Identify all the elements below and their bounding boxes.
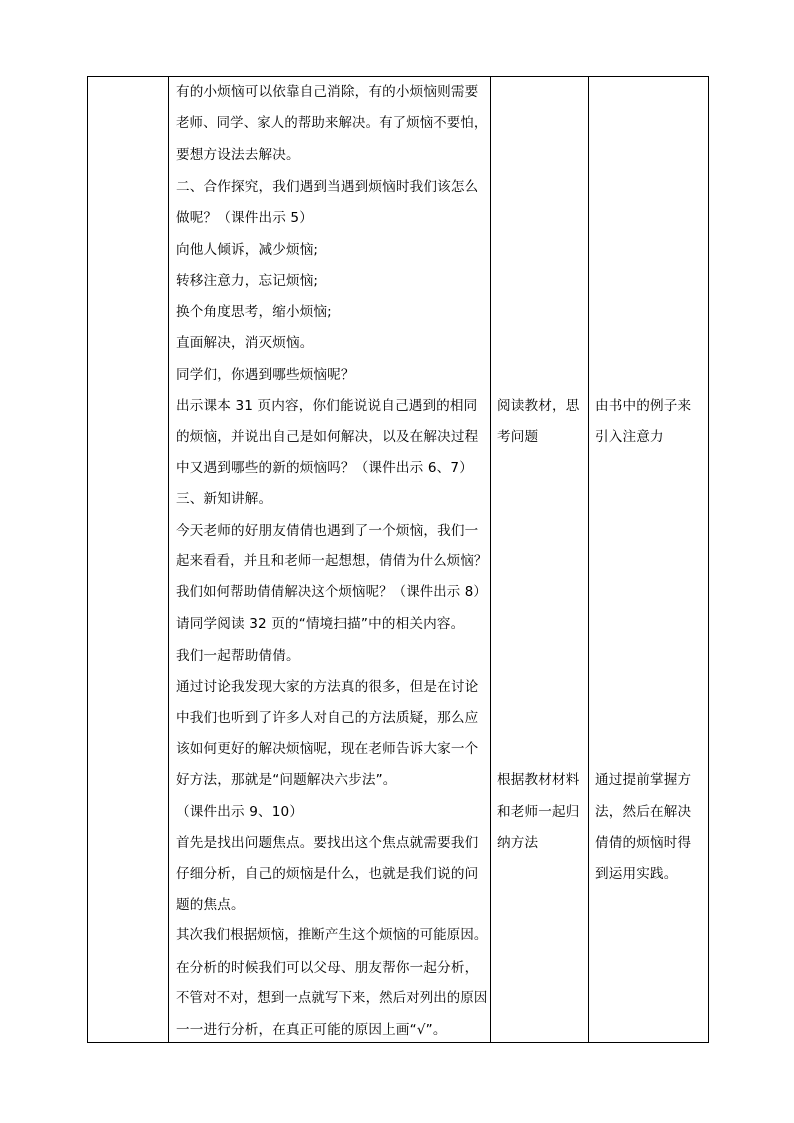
student-activity-line: 和老师一起归 xyxy=(497,804,580,820)
design-intent-line: 通过提前掌握方 xyxy=(595,772,692,788)
text-line: 起来看看，并且和老师一起想想，倩倩为什么烦恼？ xyxy=(176,554,488,569)
teacher-activity-content xyxy=(169,77,490,1042)
text-line: 请同学阅读 32 页的“情境扫描”中的相关内容。 xyxy=(176,616,465,632)
text-line: 中我们也听到了许多人对自己的方法质疑，那么应 xyxy=(176,710,479,726)
text-line: 仔细分析，自己的烦恼是什么，也就是我们说的问 xyxy=(176,866,479,882)
text-line: 今天老师的好朋友倩倩也遇到了一个烦恼，我们一 xyxy=(176,523,479,539)
student-activity-line: 阅读教材，思 xyxy=(497,398,580,414)
text-line: 我们一起帮助倩倩。 xyxy=(176,648,300,664)
design-intent-content xyxy=(589,77,708,1042)
text-line: 换个角度思考，缩小烦恼; xyxy=(176,304,332,320)
text-line: 直面解决，消灭烦恼。 xyxy=(176,335,314,351)
design-intent-line: 由书中的例子来 xyxy=(595,398,692,414)
text-line: 其次我们根据烦恼，推断产生这个烦恼的可能原因。 xyxy=(176,928,488,943)
text-line: 三、新知讲解。 xyxy=(176,491,273,507)
text-line: 一一进行分析，在真正可能的原因上画“√”。 xyxy=(176,1022,447,1038)
student-activity-content xyxy=(491,77,588,1042)
design-intent-line: 引入注意力 xyxy=(595,429,664,445)
stage-cell xyxy=(88,77,169,1043)
text-line: 首先是找出问题焦点。要找出这个焦点就需要我们 xyxy=(176,835,479,851)
design-intent-cell xyxy=(589,77,709,1043)
text-line: 题的焦点。 xyxy=(176,897,245,913)
text-line: 老师、同学、家人的帮助来解决。有了烦恼不要怕， xyxy=(176,116,488,131)
student-activity-line: 根据教材材料 xyxy=(497,772,580,788)
text-line: 做呢？（课件出示 5） xyxy=(176,210,313,226)
student-activity-cell xyxy=(491,77,589,1043)
student-activity-line: 纳方法 xyxy=(497,835,539,851)
text-line: 不管对不对，想到一点就写下来，然后对列出的原因 xyxy=(176,991,488,1006)
teacher-activity-cell xyxy=(169,77,491,1043)
text-line: 通过讨论我发现大家的方法真的很多，但是在讨论 xyxy=(176,679,479,695)
text-line: 转移注意力，忘记烦恼; xyxy=(176,273,319,289)
design-intent-line: 到运用实践。 xyxy=(595,866,678,882)
stage-cell-content xyxy=(88,77,168,1042)
lesson-plan-table xyxy=(87,76,709,1043)
text-line: 该如何更好的解决烦恼呢，现在老师告诉大家一个 xyxy=(176,741,479,757)
text-line: 在分析的时候我们可以父母、朋友帮你一起分析， xyxy=(176,960,479,976)
table-row xyxy=(88,77,709,1043)
text-line: 向他人倾诉，减少烦恼; xyxy=(176,242,319,258)
text-line: 同学们，你遇到哪些烦恼呢？ xyxy=(176,367,355,383)
text-line: 好方法，那就是“问题解决六步法”。 xyxy=(176,772,397,788)
text-line: 要想方设法去解决。 xyxy=(176,147,300,163)
text-line: 二、合作探究，我们遇到当遇到烦恼时我们该怎么 xyxy=(176,179,479,195)
text-line: 的烦恼，并说出自己是如何解决，以及在解决过程 xyxy=(176,429,479,445)
student-activity-line: 考问题 xyxy=(497,429,539,445)
text-line: 出示课本 31 页内容，你们能说说自己遇到的相同 xyxy=(176,398,478,414)
design-intent-line: 倩倩的烦恼时得 xyxy=(595,835,692,851)
text-line: 中又遇到哪些的新的烦恼吗？（课件出示 6、7） xyxy=(176,460,473,476)
text-line: 有的小烦恼可以依靠自己消除，有的小烦恼则需要 xyxy=(176,84,479,100)
text-line: （课件出示 9、10） xyxy=(176,804,304,820)
design-intent-line: 法，然后在解决 xyxy=(595,804,692,820)
text-line: 我们如何帮助倩倩解决这个烦恼呢？（课件出示 8） xyxy=(176,585,487,600)
